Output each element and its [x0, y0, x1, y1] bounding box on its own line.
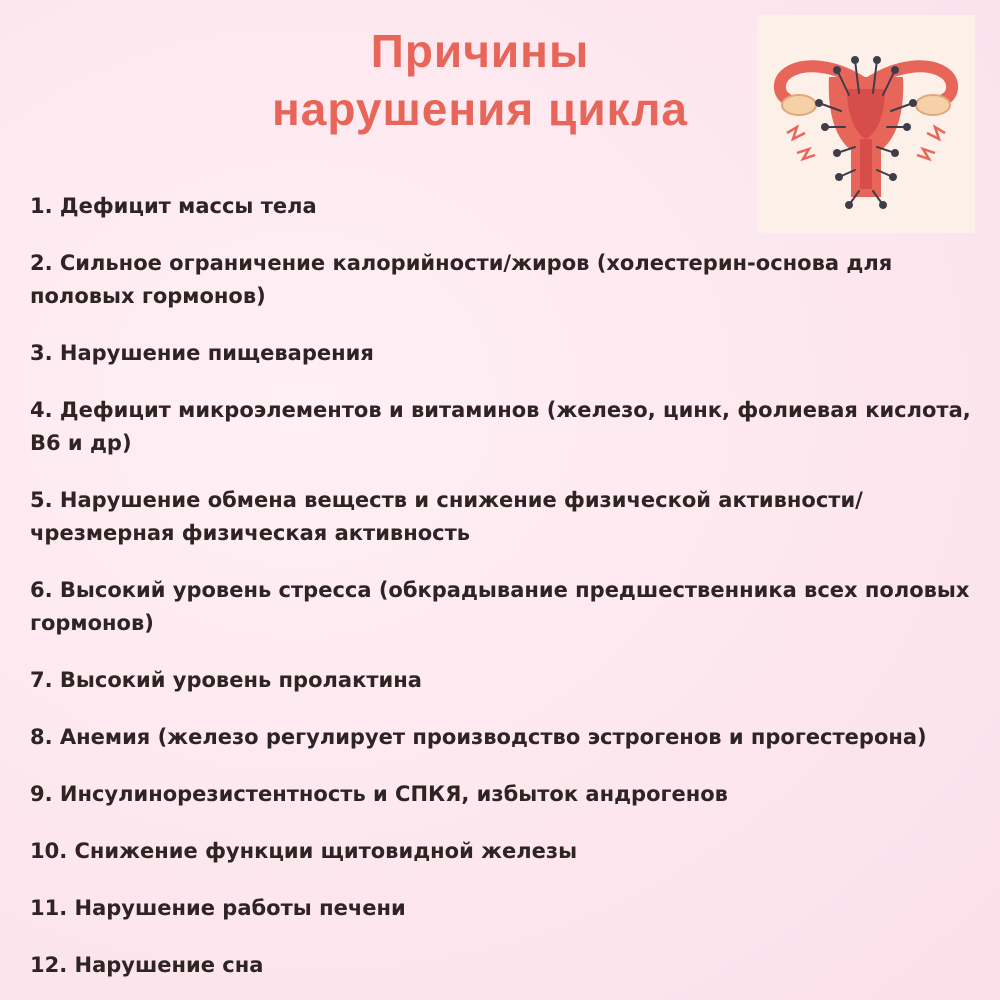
- page-title: [200, 22, 760, 138]
- list-item: 12. Нарушение сна: [30, 953, 264, 977]
- list-item: 9. Инсулинорезистентность и СПКЯ, избыток андрогенов: [30, 782, 728, 806]
- list-item: 3. Нарушение пищеварения: [30, 341, 374, 365]
- list-item: 4. Дефицит микроэлементов и витаминов (железо, цинк, фолиевая кислота, В6 и др): [30, 398, 971, 455]
- list-item: 6. Высокий уровень стресса (обкрадывание предшественника всех половых гормонов): [30, 578, 970, 635]
- list-item: 5. Нарушение обмена веществ и снижение физической активности/чрезмерная физическая активность: [30, 488, 863, 545]
- list-item: 11. Нарушение работы печени: [30, 896, 406, 920]
- causes-list: [30, 190, 975, 982]
- list-item: 10. Снижение функции щитовидной железы: [30, 839, 578, 863]
- list-item: 1. Дефицит массы тела: [30, 194, 317, 218]
- list-item: 7. Высокий уровень пролактина: [30, 668, 422, 692]
- title-line-2: нарушения цикла: [272, 83, 688, 135]
- title-line-1: Причины: [370, 25, 590, 77]
- list-item: 8. Анемия (железо регулирует производство эстрогенов и прогестерона): [30, 725, 927, 749]
- list-item: 2. Сильное ограничение калорийности/жиров (холестерин-основа для половых гормонов): [30, 251, 893, 308]
